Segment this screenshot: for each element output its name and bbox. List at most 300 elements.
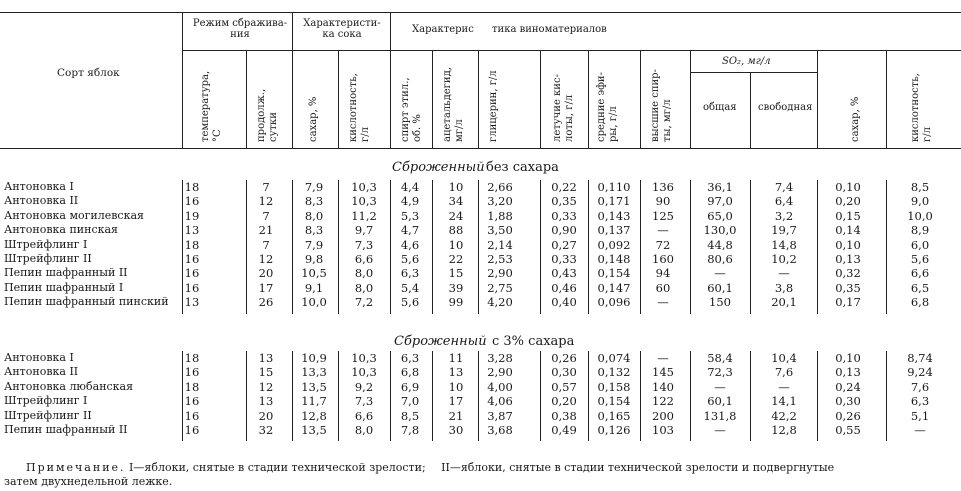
table-cell: 10,3: [351, 365, 377, 380]
table-cell: 6,5: [910, 280, 930, 295]
table-cell: 10,0: [301, 295, 327, 310]
table-cell: 10,3: [351, 194, 377, 209]
table-cell: 13,5: [301, 423, 327, 437]
section1-title-b: без сахара: [486, 160, 559, 175]
table-cell: 7: [262, 208, 270, 223]
header-wine-a: Характерис: [412, 24, 474, 35]
table-cell: 7,4: [774, 180, 794, 194]
table-cell: 4,06: [487, 394, 513, 409]
table-cell: 0,30: [835, 394, 861, 409]
table-cell: 13: [184, 295, 200, 310]
table-cell: 7,3: [354, 394, 374, 409]
table-cell: 3,8: [774, 280, 794, 295]
table-cell: 0,57: [551, 379, 577, 394]
table-cell: 13: [258, 351, 274, 365]
table-cell: 0,158: [597, 379, 631, 394]
table-cell: 0,90: [551, 223, 577, 238]
table-cell: 11,2: [351, 208, 377, 223]
table-cell: 18: [184, 180, 200, 194]
row-sort-name: Антоновка I: [4, 180, 74, 193]
table-cell: 0,27: [551, 237, 577, 252]
table-cell: 122: [652, 394, 674, 409]
table-cell: 16: [184, 365, 200, 380]
table-cell: 17: [258, 280, 274, 295]
table-cell: 0,20: [835, 194, 861, 209]
note-line2: затем двухнедельной лежке.: [4, 475, 173, 488]
table-cell: 0,143: [597, 208, 631, 223]
table-cell: 9,2: [354, 379, 374, 394]
table-cell: 30: [448, 423, 464, 437]
table-cell: 0,13: [835, 252, 861, 266]
header-divider: [690, 50, 691, 148]
table-cell: 140: [652, 379, 674, 394]
column-header-unit: г/л: [922, 127, 933, 142]
table-cell: 7,8: [400, 423, 420, 437]
table-cell: 3,2: [774, 208, 794, 223]
table-cell: 6,6: [354, 252, 374, 266]
table-cell: 11: [448, 351, 464, 365]
row-sort-name: Антоновка II: [4, 194, 79, 208]
column-divider: [690, 180, 691, 314]
table-cell: 13: [258, 394, 274, 409]
column-divider: [588, 180, 589, 314]
table-cell: 13,3: [301, 365, 327, 380]
table-cell: 60,1: [707, 394, 733, 409]
table-cell: 26: [258, 295, 274, 310]
table-cell: 3,68: [487, 423, 513, 437]
table-cell: 8,9: [910, 223, 930, 238]
table-cell: 16: [184, 194, 200, 209]
table-cell: —: [914, 423, 926, 437]
table-cell: 150: [709, 295, 731, 310]
table-cell: 130,0: [703, 223, 737, 238]
section2-title-a: Сброженный: [394, 334, 487, 349]
row-sort-name: Пепин шафранный I: [4, 280, 124, 294]
table-cell: 2,75: [487, 280, 513, 295]
table-cell: 6,9: [400, 379, 420, 394]
table-cell: 6,3: [910, 394, 930, 409]
table-cell: 0,154: [597, 394, 631, 409]
column-divider: [432, 180, 433, 314]
column-divider: [540, 351, 541, 441]
table-cell: 2,53: [487, 252, 513, 266]
table-cell: 15: [448, 266, 464, 281]
table-cell: —: [714, 423, 726, 437]
table-cell: 7,9: [304, 237, 324, 252]
table-cell: 160: [652, 252, 674, 266]
table-cell: 0,26: [835, 408, 861, 423]
table-cell: 0,148: [597, 252, 631, 266]
so2-rule: [690, 72, 817, 73]
note-text-b: II—яблоки, снятые в стадии технической зрелости и подвергнутые: [441, 461, 835, 474]
column-header: кислотность,: [348, 73, 359, 142]
table-cell: 5,1: [910, 408, 930, 423]
table-cell: 6,4: [774, 194, 794, 209]
table-cell: 5,6: [910, 252, 930, 266]
column-divider: [640, 180, 641, 314]
table-cell: 8,3: [304, 223, 324, 238]
table-cell: 16: [184, 280, 200, 295]
column-divider: [817, 351, 818, 441]
header-divider: [292, 12, 293, 148]
column-header-unit: лоты, г/л: [564, 94, 575, 142]
table-cell: —: [657, 295, 669, 310]
column-divider: [886, 351, 887, 441]
column-divider: [390, 180, 391, 314]
table-cell: 6,3: [400, 351, 420, 365]
table-cell: 44,8: [707, 237, 733, 252]
table-cell: 0,10: [835, 180, 861, 194]
column-divider: [690, 351, 691, 441]
table-cell: 16: [184, 423, 200, 437]
table-cell: 7,6: [774, 365, 794, 380]
header-divider: [750, 72, 751, 148]
table-cell: 7: [262, 237, 270, 252]
table-cell: 0,171: [597, 194, 631, 209]
column-header: продолж.,: [256, 88, 267, 142]
header-divider: [338, 50, 339, 148]
table-cell: 20: [258, 408, 274, 423]
column-divider: [886, 180, 887, 314]
table-cell: 2,66: [487, 180, 513, 194]
table-cell: 12: [258, 194, 274, 209]
table-cell: 5,6: [400, 252, 420, 266]
column-divider: [246, 180, 247, 314]
table-cell: 8,3: [304, 194, 324, 209]
table-cell: —: [714, 266, 726, 281]
header-divider: [182, 12, 183, 148]
header-juice-line2: ка сока: [322, 29, 362, 40]
table-cell: 14,1: [771, 394, 797, 409]
column-header: кислотность,: [910, 73, 921, 142]
table-cell: 0,20: [551, 394, 577, 409]
table-cell: 4,20: [487, 295, 513, 310]
table-cell: 0,13: [835, 365, 861, 380]
column-header-unit: сутки: [268, 112, 279, 142]
row-sort-name: Антоновка пинская: [4, 223, 118, 237]
header-juice-line1: Характеристи-: [303, 18, 381, 29]
table-cell: 12: [258, 379, 274, 394]
header-bottom-rule: [0, 148, 961, 149]
table-cell: 103: [652, 423, 674, 437]
table-cell: 10: [448, 237, 464, 252]
table-cell: 3,87: [487, 408, 513, 423]
table-cell: 0,096: [597, 295, 631, 310]
table-cell: 6,8: [910, 295, 930, 310]
table-cell: 12: [258, 252, 274, 266]
table-cell: 7,0: [400, 394, 420, 409]
column-divider: [817, 180, 818, 314]
table-cell: 42,2: [771, 408, 797, 423]
column-divider: [432, 351, 433, 441]
table-cell: 3,20: [487, 194, 513, 209]
header-divider: [540, 50, 541, 148]
table-cell: 32: [258, 423, 274, 437]
table-cell: 7,9: [304, 180, 324, 194]
table-cell: —: [657, 351, 669, 365]
table-cell: 200: [652, 408, 674, 423]
table-cell: 19,7: [771, 223, 797, 238]
table-cell: 6,8: [400, 365, 420, 380]
table-cell: 0,165: [597, 408, 631, 423]
table-cell: 0,132: [597, 365, 631, 380]
table-cell: 1,88: [487, 208, 513, 223]
table-cell: 5,3: [400, 208, 420, 223]
column-divider: [338, 351, 339, 441]
header-divider: [478, 50, 479, 148]
table-cell: 24: [448, 208, 464, 223]
column-divider: [338, 180, 339, 314]
column-header: ацетальдегид,: [442, 67, 453, 142]
column-divider: [750, 351, 751, 441]
column-header: летучие кис-: [552, 74, 563, 142]
table-cell: 10,3: [351, 180, 377, 194]
table-cell: 0,46: [551, 280, 577, 295]
header-so2-total: общая: [703, 102, 737, 113]
row-sort-name: Штрейфлинг I: [4, 394, 88, 408]
table-cell: 17: [448, 394, 464, 409]
header-divider: [432, 50, 433, 148]
table-cell: 10,9: [301, 351, 327, 365]
header-regime-line2: ния: [230, 29, 250, 40]
column-header-unit: об. %: [412, 114, 423, 142]
table-cell: 0,32: [835, 266, 861, 281]
table-cell: 10,4: [771, 351, 797, 365]
table-cell: 0,110: [597, 180, 631, 194]
column-divider: [588, 351, 589, 441]
table-cell: 0,10: [835, 237, 861, 252]
table-cell: 5,4: [400, 280, 420, 295]
table-cell: 8,0: [354, 280, 374, 295]
table-cell: 0,092: [597, 237, 631, 252]
column-divider: [640, 351, 641, 441]
header-regime-line1: Режим сбраживa-: [192, 18, 288, 29]
table-cell: 0,15: [835, 208, 861, 223]
table-cell: 10,5: [301, 266, 327, 281]
table-cell: 0,137: [597, 223, 631, 238]
table-cell: 8,0: [304, 208, 324, 223]
table-cell: 20: [258, 266, 274, 281]
header-divider: [588, 50, 589, 148]
row-sort-name: Штрейфлинг I: [4, 237, 88, 251]
table-cell: 8,5: [400, 408, 420, 423]
row-sort-name: Антоновка II: [4, 365, 79, 379]
table-cell: 10: [448, 379, 464, 394]
table-cell: 0,126: [597, 423, 631, 437]
table-cell: 11,7: [301, 394, 327, 409]
table-cell: 88: [448, 223, 464, 238]
table-cell: 8,0: [354, 423, 374, 437]
table-cell: 9,24: [907, 365, 933, 380]
table-cell: 90: [655, 194, 671, 209]
table-cell: 16: [184, 266, 200, 281]
table-cell: 12,8: [771, 423, 797, 437]
table-cell: 10,2: [771, 252, 797, 266]
table-cell: 9,7: [354, 223, 374, 238]
table-cell: 6,6: [354, 408, 374, 423]
column-header-unit: ры, г/л: [608, 106, 619, 142]
table-cell: 72,3: [707, 365, 733, 380]
table-cell: 0,43: [551, 266, 577, 281]
table-cell: 6,3: [400, 266, 420, 281]
table-cell: —: [714, 379, 726, 394]
table-cell: 0,35: [551, 194, 577, 209]
row-sort-name: Пепин шафранный II: [4, 266, 128, 280]
header-divider: [640, 50, 641, 148]
column-divider: [478, 351, 479, 441]
column-divider: [750, 180, 751, 314]
table-cell: 8,74: [907, 351, 933, 365]
header-wine-b: тика виноматериалов: [492, 24, 607, 35]
table-top-rule: [0, 12, 961, 13]
row-sort-name: Штрейфлинг II: [4, 252, 92, 265]
table-cell: 9,8: [304, 252, 324, 266]
column-divider: [292, 180, 293, 314]
table-cell: 60: [655, 280, 671, 295]
row-sort-name: Пепин шафранный пинский: [4, 295, 169, 309]
table-cell: 20,1: [771, 295, 797, 310]
table-cell: 22: [448, 252, 464, 266]
table-cell: 8,5: [910, 180, 930, 194]
table-cell: 21: [258, 223, 274, 238]
column-divider: [540, 180, 541, 314]
header-divider: [390, 12, 391, 148]
table-cell: 18: [184, 351, 200, 365]
wine-rule: [390, 50, 961, 51]
table-cell: 4,00: [487, 379, 513, 394]
table-cell: 8,0: [354, 266, 374, 281]
table-cell: 94: [655, 266, 671, 281]
column-header: температура,: [200, 70, 211, 142]
row-sort-name: Антоновка I: [4, 351, 74, 364]
table-cell: 0,17: [835, 295, 861, 310]
column-divider: [292, 351, 293, 441]
table-cell: 21: [448, 408, 464, 423]
table-cell: 60,1: [707, 280, 733, 295]
header-divider: [246, 50, 247, 148]
table-cell: —: [778, 379, 790, 394]
table-cell: 14,8: [771, 237, 797, 252]
table-cell: 7,3: [354, 237, 374, 252]
table-cell: 0,14: [835, 223, 861, 238]
table-cell: 0,33: [551, 208, 577, 223]
table-cell: 0,49: [551, 423, 577, 437]
table-cell: 0,154: [597, 266, 631, 281]
column-header-unit: г/л: [360, 127, 371, 142]
regime-rule: [182, 50, 390, 51]
header-sort: Сорт яблок: [57, 67, 120, 79]
table-cell: 34: [448, 194, 464, 209]
table-cell: 13: [448, 365, 464, 380]
table-cell: 7,6: [910, 379, 930, 394]
table-cell: 39: [448, 280, 464, 295]
table-cell: 7,2: [354, 295, 374, 310]
header-divider: [817, 50, 818, 148]
table-cell: 0,55: [835, 423, 861, 437]
column-header-unit: ты, мг/л: [662, 99, 673, 142]
table-cell: 18: [184, 379, 200, 394]
column-divider: [390, 351, 391, 441]
table-cell: 0,26: [551, 351, 577, 365]
table-cell: 0,30: [551, 365, 577, 380]
table-cell: 6,0: [910, 237, 930, 252]
header-so2: SO₂, мг/л: [722, 56, 771, 67]
table-cell: 2,90: [487, 365, 513, 380]
table-cell: 2,90: [487, 266, 513, 281]
column-header: высшие спир-: [650, 69, 661, 142]
table-cell: —: [778, 266, 790, 281]
table-cell: 4,9: [400, 194, 420, 209]
header-regime: [190, 18, 290, 40]
header-so2-free: свободная: [758, 102, 813, 113]
note-label: Примечание.: [26, 461, 126, 474]
column-divider: [478, 180, 479, 314]
section2-title-b: с 3% сахара: [492, 334, 575, 349]
table-cell: 125: [652, 208, 674, 223]
table-cell: 80,6: [707, 252, 733, 266]
table-cell: 0,074: [597, 351, 631, 365]
table-cell: 4,6: [400, 237, 420, 252]
table-cell: 0,147: [597, 280, 631, 295]
table-cell: 10,0: [907, 208, 933, 223]
table-cell: 3,50: [487, 223, 513, 238]
table-cell: 0,33: [551, 252, 577, 266]
note-line1: [26, 461, 834, 474]
table-cell: 58,4: [707, 351, 733, 365]
column-header: глицерин, г/л: [488, 70, 499, 142]
table-cell: 4,7: [400, 223, 420, 238]
table-cell: 65,0: [707, 208, 733, 223]
table-cell: 13,5: [301, 379, 327, 394]
table-cell: 136: [652, 180, 674, 194]
table-cell: 0,24: [835, 379, 861, 394]
table-cell: 0,38: [551, 408, 577, 423]
table-cell: 7: [262, 180, 270, 194]
table-cell: 72: [655, 237, 671, 252]
table-cell: 16: [184, 252, 200, 266]
table-cell: 97,0: [707, 194, 733, 209]
table-cell: 13: [184, 223, 200, 238]
column-header-unit: °С: [212, 129, 223, 142]
table-cell: 16: [184, 394, 200, 409]
table-cell: 4,4: [400, 180, 420, 194]
header-juice: [298, 18, 386, 40]
table-cell: 0,10: [835, 351, 861, 365]
column-header: сахар, %: [850, 96, 861, 142]
table-cell: 12,8: [301, 408, 327, 423]
table-cell: 10,3: [351, 351, 377, 365]
table-cell: 145: [652, 365, 674, 380]
table-cell: 0,40: [551, 295, 577, 310]
table-cell: 3,28: [487, 351, 513, 365]
column-header: спирт этил.,: [400, 77, 411, 142]
column-divider: [246, 351, 247, 441]
section1-title-a: Сброженный: [392, 160, 485, 175]
table-cell: 16: [184, 408, 200, 423]
table-cell: 2,14: [487, 237, 513, 252]
table-cell: 0,35: [835, 280, 861, 295]
table-cell: 5,6: [400, 295, 420, 310]
row-sort-name: Антоновка могилевская: [4, 208, 144, 222]
table-cell: 9,1: [304, 280, 324, 295]
table-cell: 9,0: [910, 194, 930, 209]
table-cell: 10: [448, 180, 464, 194]
column-header: сахар, %: [308, 96, 319, 142]
table-cell: 15: [258, 365, 274, 380]
table-cell: 131,8: [703, 408, 737, 423]
table-cell: —: [657, 223, 669, 238]
table-cell: 18: [184, 237, 200, 252]
